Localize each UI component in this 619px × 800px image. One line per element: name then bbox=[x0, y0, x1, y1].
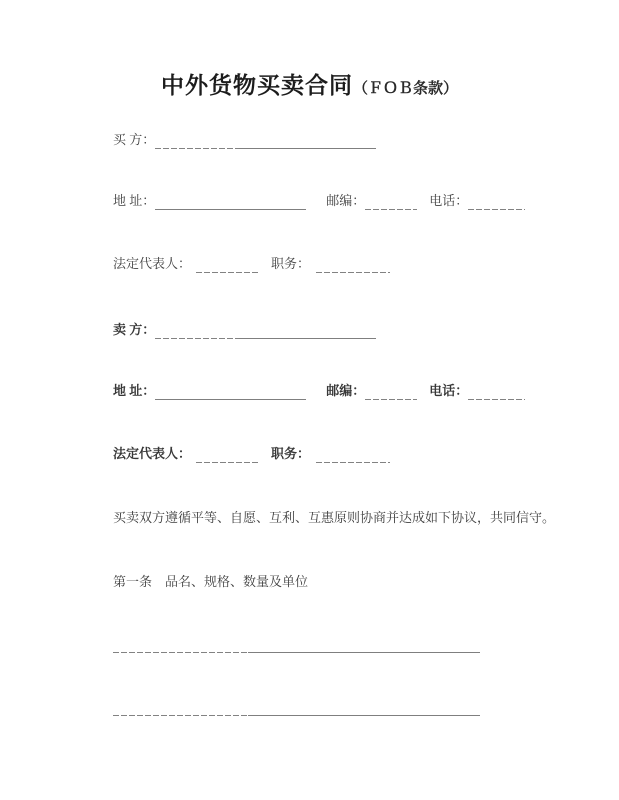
seller-label: 卖 方： bbox=[113, 322, 156, 337]
buyer-name-blank-solid bbox=[239, 132, 376, 149]
fill-line-2-solid bbox=[248, 699, 480, 716]
fill-line-1-solid bbox=[248, 636, 480, 653]
seller-phone-label: 电话： bbox=[429, 383, 469, 398]
buyer-label: 买 方： bbox=[113, 132, 156, 147]
buyer-legal-rep-blank bbox=[196, 256, 258, 273]
seller-name-row bbox=[113, 321, 376, 339]
seller-legal-rep-row bbox=[113, 445, 390, 463]
article-1-heading: 第一条 品名、规格、数量及单位 bbox=[113, 574, 309, 589]
buyer-address-blank bbox=[155, 193, 306, 210]
seller-zip-label: 邮编： bbox=[326, 383, 366, 398]
fill-line-2-dashed bbox=[113, 699, 248, 716]
seller-phone-blank bbox=[468, 383, 525, 400]
contract-title bbox=[0, 70, 619, 105]
seller-name-blank-solid bbox=[239, 322, 376, 339]
seller-name-blank-dashed bbox=[155, 322, 239, 339]
buyer-address-label: 地 址： bbox=[113, 193, 156, 208]
buyer-zip-blank bbox=[365, 193, 417, 210]
seller-address-row bbox=[113, 382, 525, 400]
seller-address-blank bbox=[155, 383, 306, 400]
buyer-name-blank-dashed bbox=[155, 132, 239, 149]
buyer-zip-label: 邮编： bbox=[326, 193, 366, 208]
buyer-name-row bbox=[113, 131, 376, 149]
buyer-phone-label: 电话： bbox=[429, 193, 469, 208]
buyer-address-row bbox=[113, 192, 525, 210]
preamble-text: 买卖双方遵循平等、自愿、互利、互惠原则协商并达成如下协议，共同信守。 bbox=[113, 510, 556, 525]
fill-line-1-dashed bbox=[113, 636, 248, 653]
seller-legal-rep-label: 法定代表人： bbox=[113, 446, 192, 461]
seller-zip-blank bbox=[365, 383, 417, 400]
seller-position-label: 职务： bbox=[271, 446, 311, 461]
fill-line-2 bbox=[113, 698, 480, 716]
seller-position-blank bbox=[316, 446, 390, 463]
buyer-position-label: 职务： bbox=[271, 256, 311, 271]
contract-title-sub: （ＦＯＢ条款） bbox=[352, 81, 458, 97]
seller-legal-rep-blank bbox=[196, 446, 258, 463]
fill-line-1 bbox=[113, 635, 480, 653]
buyer-legal-rep-label: 法定代表人： bbox=[113, 256, 192, 271]
contract-title-main: 中外货物买卖合同 bbox=[160, 73, 353, 98]
buyer-position-blank bbox=[316, 256, 390, 273]
buyer-legal-rep-row bbox=[113, 255, 390, 273]
seller-address-label: 地 址： bbox=[113, 383, 156, 398]
buyer-phone-blank bbox=[468, 193, 525, 210]
